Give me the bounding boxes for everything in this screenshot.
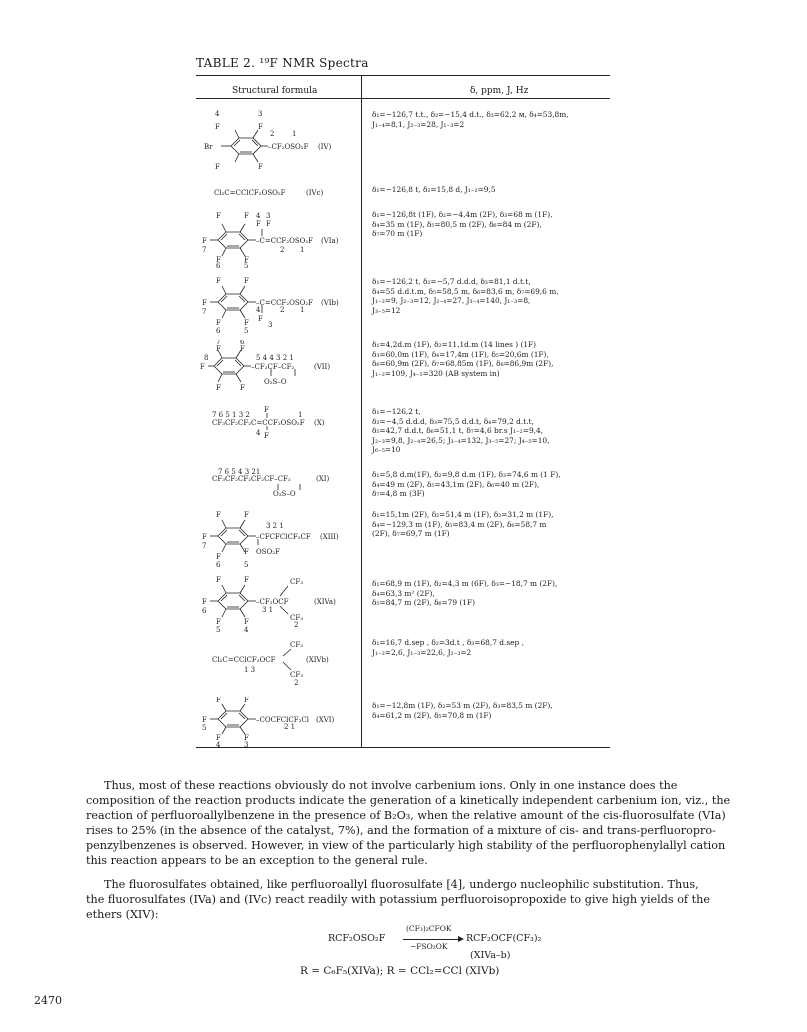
svg-text:5: 5 [244,561,249,569]
svg-text:4: 4 [256,429,261,437]
svg-text:3: 3 [258,110,263,118]
shift-data: δ₁=−12,8m (1F), δ₂=53 m (2F), δ₃=83,5 m (2F), δ₄=61,2 m (2F), δ₅=70,8 m (1F) [372,701,553,720]
svg-text:F: F [216,697,221,704]
structure-formula-ring: O₂S–O [273,490,296,498]
svg-text:F: F [258,123,263,131]
svg-text:F: F [202,299,207,307]
svg-text:F: F [202,598,207,606]
compound-label: (XIVb) [306,656,329,664]
compound-label: (XI) [316,475,330,483]
structure-drawing [196,340,356,395]
svg-text:F: F [264,432,269,440]
svg-text:CF₃: CF₃ [290,641,304,649]
structure-formula-sub: OSO₂F [256,548,280,556]
svg-text:6: 6 [216,327,221,335]
table-row [196,640,610,695]
table-header-rule [196,98,610,99]
svg-text:5: 5 [202,724,207,732]
paragraph-1: Thus, most of these reactions obviously do not involve carbenium ions. Only in one instance does the composition of the reaction products indicate the generation of a kinetically independent carbenium ion, viz., the reaction of perfluoroallylbenzene in the presence of B₂O₃, when the relative amount of the cis-fluorosulfate (VIa) rises to 25% (in the absence of the catalyst, 7%), and the formation of a mixture of cis- and trans-perfluoropro- penzylbenzenes is observed. However, in view of the particularly high stability of the perfluorophenylallyl cation this reaction appears to be an exception to the general rule. [86,779,731,867]
table-row [196,468,610,508]
structure-drawing [196,405,356,460]
svg-text:4: 4 [215,110,220,118]
svg-text:3: 3 [244,741,249,747]
table-row [196,576,610,638]
svg-text:F: F [216,618,221,626]
equation-byproduct: −FSO₂OK [410,942,448,951]
chain-structure-xi [196,468,356,508]
svg-text:3: 3 [266,212,271,220]
svg-text:5: 5 [244,262,249,268]
compound-label: (IVc) [306,189,324,197]
svg-text:F: F [202,533,207,541]
svg-text:2 1: 2 1 [284,723,296,731]
svg-text:4: 4 [256,306,261,314]
structure-drawing [196,640,356,695]
paragraph-2: The fluorosulfates obtained, like perfluoroallyl fluorosulfate [4], undergo nucleophilic substitution. Thus, the fluorosulfates (IVa) and (IVc) react readily with potassium perfluoroisopropoxide to give high yields of the ethers (XIV): [86,878,710,921]
structure-formula: –CF₂OSO₂F [268,143,309,151]
svg-text:F: F [244,618,249,626]
shift-data: δ₁=−126,2 t, δ₂=−4,5 d.d.d, δ₃=75,5 d.d.t, δ₄=79,2 d.t.t, δ₅=42,7 d.d.t, δ₆=51,1 t, δ₇=4,6 br.s J₁₋₂=9,4, J₂₋₃=9,8, J₂₋₄=26,5; J₃₋₄=132, J₃₋₅=27; J₄₋₅=10, J₆₋₅=10 [372,407,550,454]
table-row [196,210,610,268]
svg-text:6: 6 [240,340,245,346]
compound-label: (X) [314,419,325,427]
table-title: TABLE 2. ¹⁹F NMR Spectra [196,56,369,70]
svg-text:2: 2 [294,621,299,629]
compound-label: (VIb) [321,299,339,307]
structure-drawing [196,576,356,638]
structure-formula: CF₃CF₂CF₂C=CCF₂OSO₂F [212,419,305,427]
svg-text:2: 2 [280,306,285,314]
svg-text:7: 7 [202,308,207,316]
svg-text:F: F [216,277,221,285]
chain-structure-x [196,405,356,460]
structure-drawing [196,210,356,268]
svg-text:F: F [202,237,207,245]
svg-text:F: F [240,384,245,392]
svg-text:F: F [244,548,249,556]
svg-text:F: F [216,345,221,353]
svg-text:2: 2 [280,246,285,254]
structure-drawing [196,468,356,508]
svg-text:F: F [216,576,221,584]
svg-text:F: F [216,256,221,264]
structure-formula: –CF₂CF–CF₂ [251,363,295,371]
equation-reagent: (CF₃)₂CFOK [406,924,452,933]
structure-formula: –C=CCF₂OSO₂F [256,299,314,307]
equation-label: (XIVa–b) [470,950,511,961]
svg-text:6: 6 [216,262,221,268]
svg-text:F: F [244,277,249,285]
svg-text:8: 8 [204,354,209,362]
svg-text:5 4 4 3 2 1: 5 4 4 3 2 1 [256,354,294,362]
svg-text:F: F [215,163,220,171]
table-row [196,405,610,460]
svg-text:CF₃: CF₃ [290,614,304,622]
table-top-rule [196,75,610,76]
svg-text:3 2 1: 3 2 1 [266,522,284,530]
structure-drawing [196,277,356,337]
table-row [196,510,610,574]
svg-text:7: 7 [202,246,207,254]
svg-text:6: 6 [216,561,221,569]
page-number: 2470 [34,994,62,1007]
svg-text:7 6 5 4 3 21: 7 6 5 4 3 21 [218,468,261,476]
compound-label: (IV) [318,143,332,151]
svg-text:F: F [200,363,205,371]
shift-data: δ₁=−126,7 t.t., δ₂=−15,4 d.t., δ₃=62,2 м, δ₄=53,8m, J₁₋₄=8,1, J₂₋₃=28, J₁₋₃=2 [372,110,569,129]
table-row [196,277,610,337]
shift-data: δ₁=−126,2 t, δ₂=−5,7 d.d.d, δ₃=81,1 d.t.t, δ₄=55 d.d.t.m, δ₅=58,5 m, δ₆=83,6 m, δ₇=69,6 m, J₁₋₂=9, J₂₋₃=12, J₂₋₄=27, J₃₋₄=140, J₁₋₃=8, J₃₋₅=12 [372,277,559,315]
svg-text:F: F [258,315,263,323]
table-row [196,340,610,395]
shift-data: δ₁=16,7 d.sep , δ₂=3d.t , δ₃=68,7 d.sep , J₁₋₂=2,6, J₁₋₃=22,6, J₂₋₃=2 [372,638,524,657]
svg-text:5: 5 [216,626,221,634]
shift-data: δ₁=5,8 d.m(1F), δ₂=9,8 d.m (1F), δ₃=74,6 m (1 F), δ₄=49 m (2F), δ₅=43,1m (2F), δ₆=40 m (2F), δ₇=4,8 m (3F) [372,470,561,498]
ring-structure-xiva [196,576,356,638]
structure-formula: CF₃CF₂CF₂CF₂CF–CF₂ [212,475,291,483]
column-header-shifts: δ, ppm, J, Hz [470,86,529,96]
svg-text:F: F [244,319,249,327]
svg-text:1: 1 [300,246,305,254]
svg-text:F: F [256,220,261,228]
structure-formula: Cl₂C=CClCF₂OSO₂F [214,189,286,197]
equation-product: RCF₂OCF(CF₃)₂ [466,933,542,944]
svg-text:5: 5 [244,327,249,335]
svg-text:2: 2 [270,130,275,138]
svg-text:F: F [216,319,221,327]
svg-text:F: F [244,256,249,264]
equation-definitions: R = C₆F₅(XIVa); R = CCl₂=CCl (XIVb) [300,965,500,977]
reaction-arrow [403,939,460,940]
svg-text:F: F [216,212,221,220]
svg-text:2: 2 [294,679,299,687]
svg-text:F: F [244,212,249,220]
svg-text:6: 6 [202,607,207,615]
compound-label: (XIII) [320,533,339,541]
shift-data: δ₁=15,1m (2F), δ₂=51,4 m (1F), δ₃=31,2 m (1F), δ₄=−129,3 m (1F), δ₅=83,4 m (2F), δ₆=58,7 m (2F), δ₇=69,7 m (1F) [372,510,554,538]
svg-text:7: 7 [202,542,207,550]
structure-formula: –C=CCF₂OSO₂F [256,237,314,245]
structure-drawing [196,697,356,747]
svg-text:4: 4 [256,212,261,220]
svg-text:1: 1 [292,130,297,138]
svg-text:Br: Br [204,143,213,151]
svg-text:3 1: 3 1 [262,606,274,614]
svg-text:F: F [258,163,263,171]
table-row [196,697,610,747]
shift-data: δ₁=4,2d.m (1F), δ₂=11,1d.m (14 lines ) (1F) δ₃=60,0m (1F), δ₄=17,4m (1F), δ₅=20,6m (1F), δ₆=60,9m (2F), δ₇=68,85m (1F), δ₈=86,9m (2F), J₁₋₂=109, J₄₋₅=320 (AB system in) [372,340,554,378]
table-bottom-rule [196,747,610,748]
chain-structure-xivb [196,640,356,695]
svg-text:CF₃: CF₃ [290,578,304,586]
svg-text:F: F [244,576,249,584]
svg-text:F: F [266,220,271,228]
svg-text:F: F [215,123,220,131]
compound-label: (VII) [314,363,331,371]
compound-label: (XVI) [316,716,335,724]
structure-formula: –COCFClCF₂Cl [256,716,310,724]
structure-drawing [196,510,356,574]
compound-label: (XIVa) [314,598,336,606]
svg-text:F: F [244,734,249,742]
svg-text:F: F [264,406,269,414]
svg-text:1: 1 [300,306,305,314]
svg-text:1 3: 1 3 [244,666,256,674]
svg-text:1: 1 [298,411,303,419]
compound-label: (VIa) [321,237,339,245]
svg-text:F: F [244,697,249,704]
svg-text:4: 4 [216,741,221,747]
structure-formula-ring: O₂S–O [264,378,287,386]
ring-structure-vib [196,277,356,337]
structure-formula: –CF₂OCF [256,598,289,606]
shift-data: δ₁=−126,8t (1F), δ₂=−4,4m (2F), δ₃=68 m (1F), δ₄=35 m (1F), δ₅=80,5 m (2F), δ₆=84 m (2F), δ₇=70 m (1F) [372,210,553,238]
equation-reactant: RCF₂OSO₂F [328,933,386,944]
svg-text:CF₃: CF₃ [290,671,304,679]
table-row [196,110,610,180]
shift-data: δ₁=−126,8 t, δ₂=15,8 d, J₁₋₂=9,5 [372,185,496,194]
svg-text:4: 4 [244,626,249,634]
svg-text:F: F [202,716,207,724]
svg-text:F: F [216,553,221,561]
ring-structure-xiii [196,510,356,574]
svg-text:F: F [216,511,221,519]
svg-text:F: F [240,345,245,353]
svg-text:F: F [216,384,221,392]
reaction-arrow-head [458,936,464,942]
structure-formula: Cl₂C=CClCF₂OCF [212,656,276,664]
svg-text:F: F [244,511,249,519]
column-header-structure: Structural formula [232,86,318,96]
structure-formula: –CFCFClCF₂CF [256,533,311,541]
svg-text:3: 3 [268,321,273,329]
svg-text:7 6 5 1 3 2: 7 6 5 1 3 2 [212,411,250,419]
shift-data: δ₁=68,9 m (1F), δ₂=4,3 m (6F), δ₃=−18,7 m (2F), δ₄=63,3 m² (2F), δ₅=84,7 m (2F), δ₆=79 (1F) [372,579,558,607]
svg-text:7: 7 [216,340,221,346]
table-row [196,185,610,207]
structure-drawing [196,110,356,180]
svg-text:F: F [216,734,221,742]
